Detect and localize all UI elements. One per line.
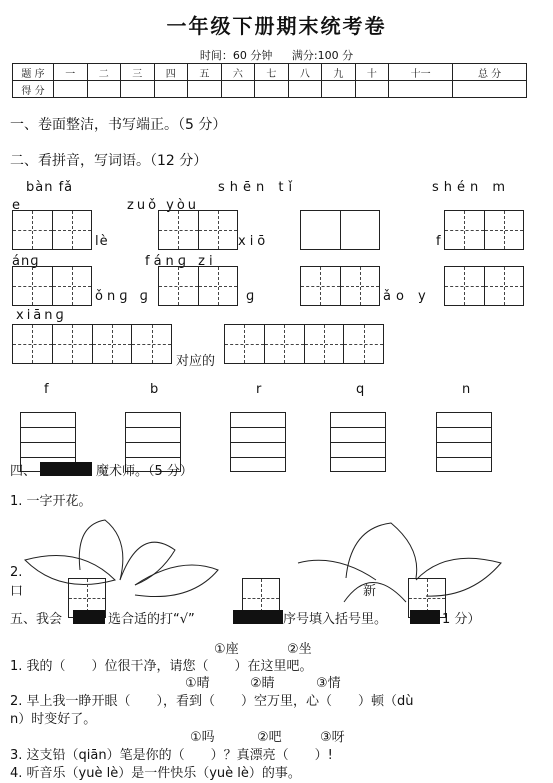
writing-grid[interactable]: [444, 210, 524, 250]
pinyin-label: ánɡ: [12, 254, 40, 269]
score-table-cell: 十一: [389, 64, 453, 81]
choice-question-4: 4. 听音乐（yuè lè）是一件快乐（yuè lè）的事。: [10, 766, 301, 781]
score-input-cell[interactable]: [255, 81, 289, 98]
score-table-cell: 题 序: [13, 64, 54, 81]
score-table-header-row: [13, 64, 527, 81]
letter-label: b: [150, 382, 159, 397]
obscured-text: [73, 610, 105, 624]
choice-option[interactable]: ③情: [316, 676, 341, 691]
score-input-cell[interactable]: [121, 81, 155, 98]
letter-label: q: [356, 382, 365, 397]
score-input-cell[interactable]: [355, 81, 389, 98]
score-input-cell[interactable]: [389, 81, 453, 98]
choice-question-2: 2. 早上我一睁开眼（ ），看到（ ）空万里，心（ ）顿（dù: [10, 694, 414, 709]
four-line-grid[interactable]: [230, 412, 286, 472]
score-table-cell: 二: [87, 64, 121, 81]
writing-grid[interactable]: [444, 266, 524, 306]
score-input-cell[interactable]: [453, 81, 527, 98]
score-table-cell: 九: [322, 64, 356, 81]
section-5-score: 1 分）: [442, 612, 481, 627]
score-input-cell[interactable]: [54, 81, 88, 98]
score-input-cell[interactable]: [154, 81, 188, 98]
choice-option[interactable]: ①吗: [190, 730, 215, 745]
score-table-cell: 得 分: [13, 81, 54, 98]
obscured-text: [410, 610, 440, 624]
score-table-cell: 五: [188, 64, 222, 81]
pinyin-label: ɡ: [246, 289, 256, 304]
score-table-score-row: [13, 81, 527, 98]
page-title: 一年级下册期末统考卷: [166, 14, 387, 38]
section-4-heading: 四、: [10, 464, 37, 479]
flower-drawing-left: [20, 515, 220, 605]
writing-grid[interactable]: [12, 266, 92, 306]
choice-question-3: 3. 这支铅（qiān）笔是你的（ ）？真漂亮（ ）!: [10, 748, 333, 763]
pinyin-label: fánɡ zi: [145, 254, 217, 269]
writing-grid[interactable]: [12, 324, 172, 364]
pinyin-label: ǎo y: [383, 289, 431, 304]
exam-info: [0, 47, 553, 63]
four-line-grid[interactable]: [330, 412, 386, 472]
choice-option[interactable]: ①晴: [185, 676, 210, 691]
section-5-heading: 五、我会: [10, 612, 63, 627]
flower-drawing-right: [296, 518, 506, 603]
writing-grid[interactable]: [300, 266, 380, 306]
pinyin-label: shén m: [432, 180, 511, 195]
writing-grid[interactable]: [158, 210, 238, 250]
pinyin-label: zuǒ yòu: [127, 198, 200, 213]
score-table-cell: 一: [54, 64, 88, 81]
letter-label: n: [462, 382, 471, 397]
writing-grid[interactable]: [12, 210, 92, 250]
pinyin-label: bàn fǎ: [26, 180, 74, 195]
score-table-cell: 三: [121, 64, 155, 81]
exam-time: 时间：60 分钟: [199, 49, 273, 62]
choice-option[interactable]: ②坐: [287, 642, 312, 657]
score-table-cell: 七: [255, 64, 289, 81]
section-1-heading: 一、卷面整洁，书写端正。（5 分）: [10, 117, 227, 133]
score-input-cell[interactable]: [221, 81, 255, 98]
choice-question-1: 1. 我的（ ）位很干净，请您（ ）在这里吧。: [10, 659, 313, 674]
pinyin-label: xiō: [238, 234, 270, 249]
score-table-cell: 八: [288, 64, 322, 81]
score-input-cell[interactable]: [87, 81, 121, 98]
choice-option[interactable]: ②睛: [250, 676, 275, 691]
magic-question-2-char: 口: [10, 584, 24, 599]
pinyin-label: lè: [95, 234, 109, 249]
obscured-text: [40, 462, 92, 476]
flower-center-char: 新: [363, 584, 377, 599]
score-table-cell: 十: [355, 64, 389, 81]
pinyin-label: e: [12, 198, 21, 213]
score-table: [12, 63, 527, 98]
writing-grid[interactable]: [158, 266, 238, 306]
score-input-cell[interactable]: [188, 81, 222, 98]
pinyin-label: shēn tǐ: [218, 180, 298, 195]
obscured-text: [233, 610, 283, 624]
pinyin-label: xiānɡ: [16, 308, 67, 323]
choice-option[interactable]: ②吧: [257, 730, 282, 745]
choice-option[interactable]: ③呀: [320, 730, 345, 745]
choice-question-2-cont: n）时变好了。: [10, 712, 97, 727]
exam-full-score: 满分:100 分: [291, 49, 354, 62]
score-table-cell: 六: [221, 64, 255, 81]
section-5-heading-mid: 选合适的打“√”: [108, 612, 195, 627]
score-table-cell: 总 分: [453, 64, 527, 81]
pinyin-label: f: [436, 234, 442, 249]
choice-option[interactable]: ①座: [214, 642, 239, 657]
writing-grid[interactable]: [300, 210, 380, 250]
magic-question-2: 2.: [10, 565, 23, 580]
section-2-heading: 二、看拼音，写词语。（12 分）: [10, 153, 208, 169]
score-table-cell: 四: [154, 64, 188, 81]
score-input-cell[interactable]: [288, 81, 322, 98]
letter-label: r: [256, 382, 262, 397]
magic-question-1: 1. 一字开花。: [10, 494, 92, 509]
score-input-cell[interactable]: [322, 81, 356, 98]
writing-grid[interactable]: [224, 324, 384, 364]
pinyin-label: ǒnɡ ɡ: [95, 289, 152, 304]
four-line-grid[interactable]: [436, 412, 492, 472]
section-3-heading: 对应的: [176, 350, 215, 369]
section-5-heading-tail: 序号填入括号里。: [283, 612, 388, 627]
section-4-heading-tail: 魔术师。（5 分）: [96, 464, 193, 479]
letter-label: f: [44, 382, 49, 397]
